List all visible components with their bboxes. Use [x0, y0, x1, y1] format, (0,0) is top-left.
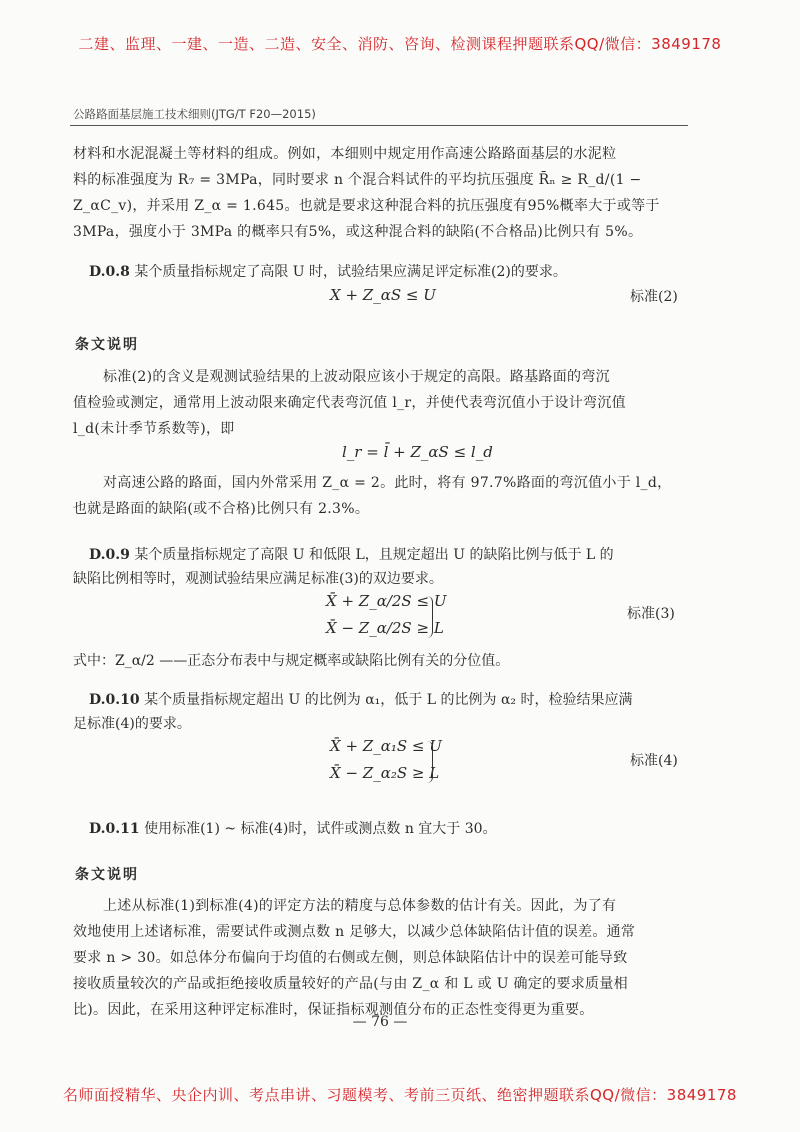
note1-line-2: 值检验或测定，通常用上波动限来确定代表弯沉值 l_r，并使代表弯沉值小于设计弯沉值: [73, 395, 626, 411]
clause-number: D.0.9: [89, 547, 130, 563]
clause-text: 使用标准(1) ~ 标准(4)时，试件或测点数 n 宜大于 30。: [144, 821, 497, 837]
formula-deflection: l_r = l̄ + Z_αS ≤ l_d: [342, 443, 493, 461]
standard-label: 标准(3): [627, 606, 675, 622]
page-number: — 76 —: [352, 1014, 408, 1030]
standard-label: 标准(2): [630, 289, 678, 305]
where-clause: 式中：Z_α/2 ——正态分布表中与规定概率或缺陷比例有关的分位值。: [73, 653, 510, 669]
clause-d010: [89, 687, 632, 713]
intro-line-4: 3MPa，强度小于 3MPa 的概率只有5%，或这种混合料的缺陷(不合格品)比例只有 5%。: [73, 224, 643, 240]
clause-text: 某个质量指标规定超出 U 的比例为 α₁，低于 L 的比例为 α₂ 时，检验结果应满: [144, 692, 633, 708]
formula-standard-4-upper: X̄ + Z_α₁S ≤ U: [330, 737, 442, 755]
clause-number: D.0.10: [89, 692, 140, 708]
clause-d010-line-2: 足标准(4)的要求。: [73, 716, 191, 732]
standard-label: 标准(4): [630, 753, 678, 769]
bottom-ad-banner: 名师面授精华、央企内训、考点串讲、习题模考、考前三页纸、绝密押题联系QQ/微信：3849178: [63, 1086, 737, 1104]
intro-line-2: 料的标准强度为 R₇ = 3MPa，同时要求 n 个混合料试件的平均抗压强度 R̄ₙ ≥ R_d/(1 −: [73, 172, 642, 188]
clause-d09: [89, 542, 614, 568]
note2-line-5: 比)。因此，在采用这种评定标准时，保证指标观测值分布的正态性变得更为重要。: [73, 1002, 594, 1018]
clause-number: D.0.8: [89, 264, 130, 280]
running-head: 公路路面基层施工技术细则(JTG/T F20—2015): [73, 107, 316, 121]
note2-line-4: 接收质量较次的产品或拒绝接收质量较好的产品(与由 Z_α 和 L 或 U 确定的要求质量相: [73, 976, 628, 992]
note2-line-2: 效地使用上述诸标准，需要试件或测点数 n 足够大，以减少总体缺陷估计值的误差。通常: [73, 924, 636, 940]
note1-line-3: l_d(未计季节系数等)，即: [73, 421, 235, 437]
note1-after-2: 也就是路面的缺陷(或不合格)比例只有 2.3%。: [73, 501, 370, 517]
brace-standard-3: [424, 596, 433, 638]
clause-d09-line-2: 缺陷比例相等时，观测试验结果应满足标准(3)的双边要求。: [73, 571, 443, 587]
formula-standard-4-lower: X̄ − Z_α₂S ≥ L: [330, 764, 440, 782]
note-heading: 条文说明: [75, 337, 139, 353]
top-ad-banner: 二建、监理、一建、一造、二造、安全、消防、咨询、检测课程押题联系QQ/微信：3849178: [78, 35, 722, 53]
formula-standard-2: X + Z_αS ≤ U: [330, 286, 436, 304]
brace-standard-4: [424, 741, 433, 783]
note2-line-1: 上述从标准(1)到标准(4)的评定方法的精度与总体参数的估计有关。因此，为了有: [103, 898, 617, 914]
clause-text: 某个质量指标规定了高限 U 时，试验结果应满足评定标准(2)的要求。: [134, 264, 567, 280]
note-heading: 条文说明: [75, 867, 139, 883]
formula-standard-3-upper: X̄ + Z_α/2S ≤ U: [326, 592, 447, 610]
note1-after-1: 对高速公路的路面，国内外常采用 Z_α = 2。此时，将有 97.7%路面的弯沉值小于 l_d，: [103, 475, 672, 491]
note1-line-1: 标准(2)的含义是观测试验结果的上波动限应该小于规定的高限。路基路面的弯沉: [103, 369, 610, 385]
clause-d08: [89, 259, 567, 285]
header-rule: [70, 125, 688, 126]
formula-standard-3-lower: X̄ − Z_α/2S ≥ L: [326, 619, 444, 637]
intro-line-3: Z_αC_v)，并采用 Z_α = 1.645。也就是要求这种混合料的抗压强度有95%概率大于或等于: [73, 198, 660, 214]
clause-text: 某个质量指标规定了高限 U 和低限 L，且规定超出 U 的缺陷比例与低于 L 的: [134, 547, 614, 563]
intro-line-1: 材料和水泥混凝土等材料的组成。例如，本细则中规定用作高速公路路面基层的水泥粒: [73, 146, 617, 162]
clause-d011: [89, 816, 497, 842]
clause-number: D.0.11: [89, 821, 140, 837]
note2-line-3: 要求 n > 30。如总体分布偏向于均值的右侧或左侧，则总体缺陷估计中的误差可能导致: [73, 950, 628, 966]
